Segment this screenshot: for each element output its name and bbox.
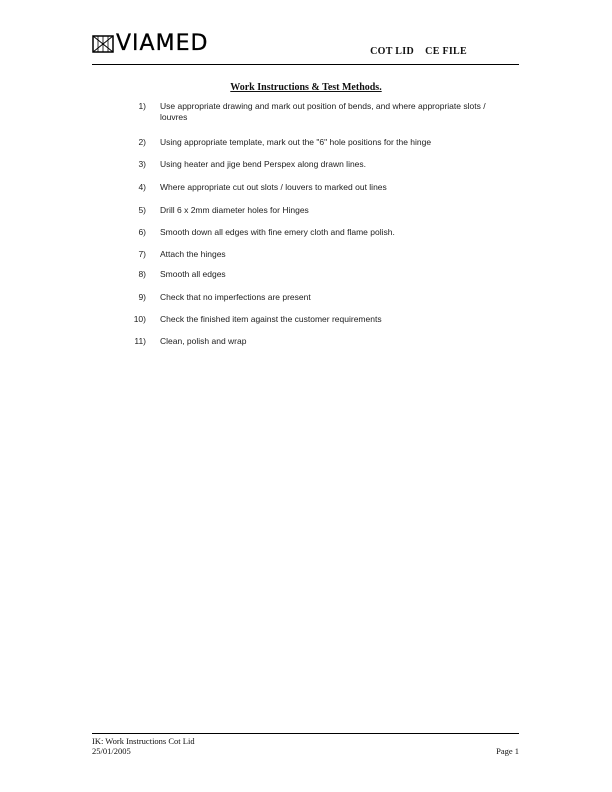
step-text: Using heater and jige bend Perspex along drawn lines. [160,159,367,169]
viamed-logo-mark-icon [92,34,114,54]
step-number: 8) [138,269,146,279]
step-text: Where appropriate cut out slots / louvers to marked out lines [160,182,387,192]
step-number: 4) [138,182,146,192]
footer-document-name: IK: Work Instructions Cot Lid [92,736,195,746]
step-text: Check that no imperfections are present [160,292,311,302]
step-number: 2) [138,137,146,147]
document-title: COT LID CE FILE [370,46,467,57]
header-divider [92,64,519,65]
step-number: 7) [138,249,146,259]
footer-divider [92,733,519,734]
step-number: 10) [133,314,146,324]
logo-text: VIAMED [116,31,209,56]
page-number: Page 1 [496,746,519,756]
step-text: Clean, polish and wrap [160,336,247,346]
step-text: Smooth down all edges with fine emery cloth and flame polish. [160,227,395,237]
step-text: Using appropriate template, mark out the "6" hole positions for the hinge [160,137,432,147]
step-number: 9) [138,292,146,302]
company-logo [92,33,208,55]
step-number: 11) [134,336,146,346]
step-text: Smooth all edges [160,269,226,279]
step-text: Check the finished item against the customer requirements [160,314,382,324]
step-text: Attach the hinges [160,249,226,259]
step-text: Use appropriate drawing and mark out position of bends, and where appropriate slots / louvres [160,101,486,122]
footer-date: 25/01/2005 [92,746,131,756]
step-number: 1) [138,101,146,111]
step-text: Drill 6 x 2mm diameter holes for Hinges [160,205,309,215]
step-number: 3) [138,159,146,169]
step-number: 5) [138,205,146,215]
section-heading: Work Instructions & Test Methods. [230,82,382,93]
step-number: 6) [138,227,146,237]
